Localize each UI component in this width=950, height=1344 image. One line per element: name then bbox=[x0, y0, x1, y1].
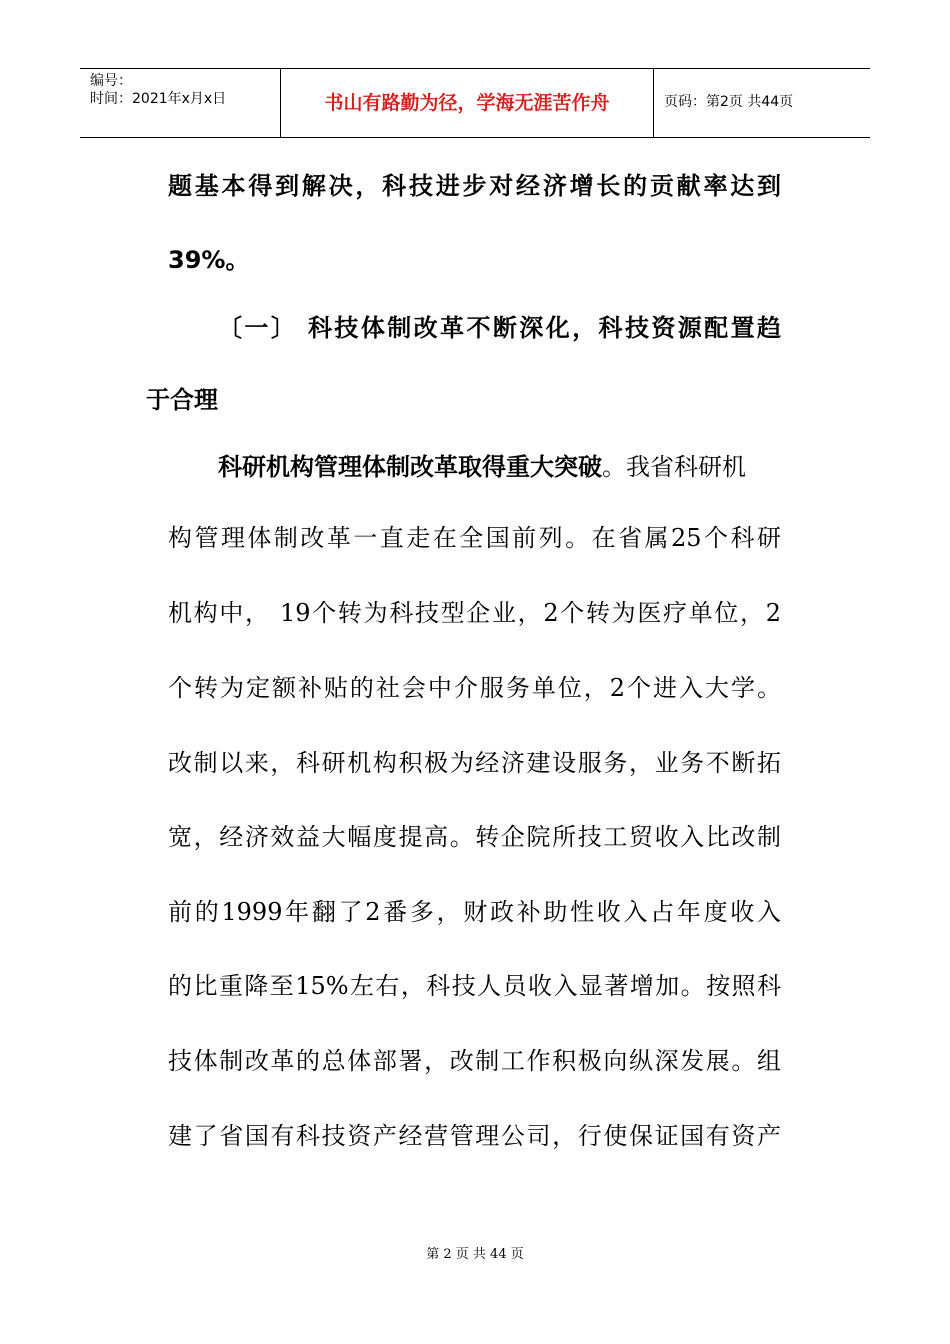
body-line-2: 39%。 bbox=[168, 246, 250, 274]
page-header bbox=[80, 68, 870, 138]
body-line-6: 构管理体制改革一直走在全国前列。在省属25个科研 bbox=[168, 524, 781, 552]
header-page-cell bbox=[654, 69, 870, 137]
body-line-12: 的比重降至15%左右，科技人员收入显著增加。按照科 bbox=[168, 972, 781, 1000]
paragraph-lead-sentence: 科研机构管理体制改革取得重大突破 bbox=[218, 453, 602, 481]
body-line-14: 建了省国有科技资产经营管理公司，行使保证国有资产 bbox=[168, 1122, 781, 1150]
header-page-number: 页码：第2页 共44页 bbox=[664, 94, 794, 110]
body-line-10: 宽，经济效益大幅度提高。转企院所技工贸收入比改制 bbox=[168, 823, 781, 851]
section-heading-line-1: 〔一〕 科技体制改革不断深化，科技资源配置趋 bbox=[218, 314, 781, 342]
body-line-8: 个转为定额补贴的社会中介服务单位，2个进入大学。 bbox=[168, 674, 781, 702]
section-heading-line-2: 于合理 bbox=[146, 386, 218, 414]
paragraph-lead-continuation: 。我省科研机 bbox=[602, 453, 746, 481]
body-line-5 bbox=[218, 452, 746, 482]
body-line-1: 题基本得到解决，科技进步对经济增长的贡献率达到 bbox=[168, 172, 781, 200]
body-line-7: 机构中， 19个转为科技型企业，2个转为医疗单位，2 bbox=[168, 599, 781, 627]
header-motto-cell bbox=[281, 69, 654, 137]
page-footer: 第 2 页 共 44 页 bbox=[426, 1247, 524, 1262]
header-motto: 书山有路勤为径，学海无涯苦作舟 bbox=[324, 92, 610, 114]
body-line-13: 技体制改革的总体部署，改制工作积极向纵深发展。组 bbox=[168, 1047, 781, 1075]
document-time-label: 时间：2021年x月x日 bbox=[90, 91, 227, 107]
document-number-label: 编号： bbox=[90, 73, 132, 89]
header-meta-cell bbox=[80, 69, 281, 137]
body-line-11: 前的1999年翻了2番多，财政补助性收入占年度收入 bbox=[168, 898, 781, 926]
body-line-9: 改制以来，科研机构积极为经济建设服务，业务不断拓 bbox=[168, 749, 781, 777]
